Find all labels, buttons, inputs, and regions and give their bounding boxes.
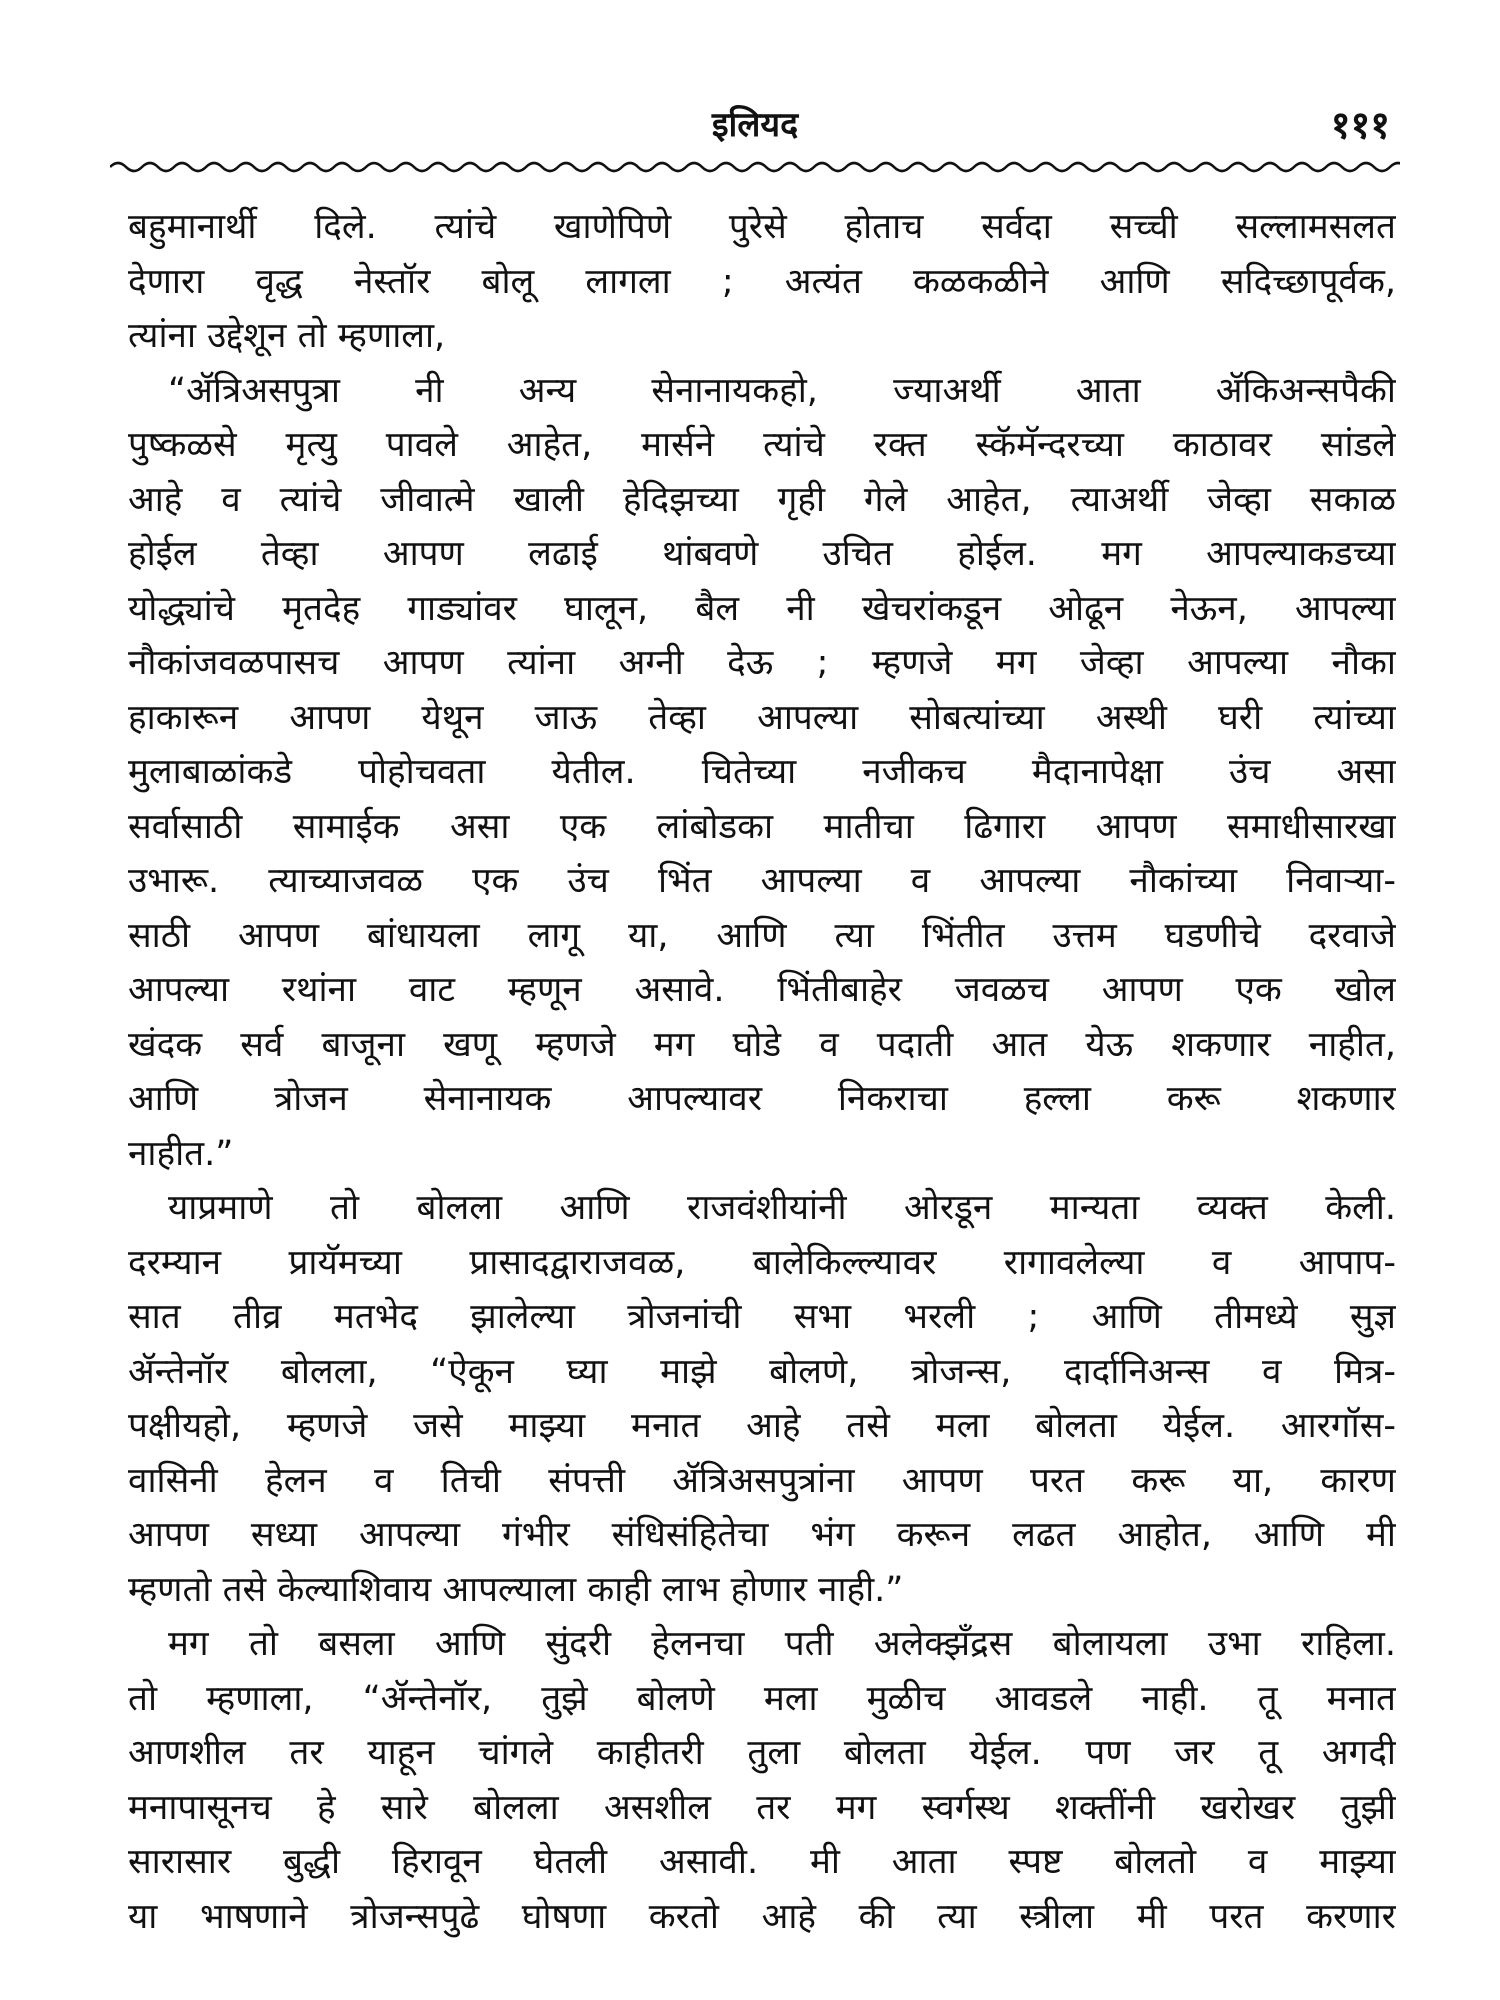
text-line: मुलाबाळांकडे पोहोचवता येतील. चितेच्या नजीकच मैदानापेक्षा उंच असा [128,752,1396,792]
running-head [0,100,1500,150]
text-line: सर्वासाठी सामाईक असा एक लांबोडका मातीचा ढिगारा आपण समाधीसारखा [128,806,1396,847]
text-line: हाकारून आपण येथून जाऊ तेव्हा आपल्या सोबत्यांच्या अस्थी घरी त्यांच्या [128,697,1396,738]
running-head-title: इलियद [711,105,799,145]
wavy-rule-ornament [110,155,1400,179]
body-text [128,200,1396,1980]
text-line: आहे व त्यांचे जीवात्मे खाली हेदिझच्या गृही गेले आहेत, त्याअर्थी जेव्हा सकाळ [128,479,1396,520]
text-line: आपल्या रथांना वाट म्हणून असावे. भिंतीबाहेर जवळच आपण एक खोल [128,970,1396,1010]
text-line: देणारा वृद्ध नेस्तॉर बोलू लागला ; अत्यंत कळकळीने आणि सदिच्छापूर्वक, [128,261,1396,302]
text-line: दरम्यान प्रायॅमच्या प्रासादद्वाराजवळ, बालेकिल्ल्यावर रागावलेल्या व आपाप- [128,1242,1396,1283]
text-line: आणि त्रोजन सेनानायक आपल्यावर निकराचा हल्ला करू शकणार [128,1079,1396,1119]
text-line: मनापासूनच हे सारे बोलला असशील तर मग स्वर्गस्थ शक्तींनी खरोखर तुझी [128,1787,1396,1828]
text-line: त्यांना उद्देशून तो म्हणाला, [128,316,446,356]
text-line: पक्षीयहो, म्हणजे जसे माझ्या मनात आहे तसे मला बोलता येईल. आरगॉस- [128,1406,1396,1446]
text-line: सारासार बुद्धी हिरावून घेतली असावी. मी आता स्पष्ट बोलतो व माझ्या [128,1842,1396,1882]
text-line: आणशील तर याहून चांगले काहीतरी तुला बोलता येईल. पण जर तू अगदी [128,1733,1396,1773]
text-line: होईल तेव्हा आपण लढाई थांबवणे उचित होईल. मग आपल्याकडच्या [128,534,1396,574]
text-line: बहुमानार्थी दिले. त्यांचे खाणेपिणे पुरेसे होताच सर्वदा सच्ची सल्लामसलत [128,207,1396,247]
text-line: आपण सध्या आपल्या गंभीर संधिसंहितेचा भंग करून लढत आहोत, आणि मी [128,1515,1396,1555]
text-line: वासिनी हेलन व तिची संपत्ती ॲत्रिअसपुत्रांना आपण परत करू या, कारण [128,1460,1396,1501]
page-number: १११ [1330,103,1390,147]
text-line: याप्रमाणे तो बोलला आणि राजवंशीयांनी ओरडून मान्यता व्यक्त केली. [168,1188,1396,1228]
text-line: या भाषणाने त्रोजन्सपुढे घोषणा करतो आहे की त्या स्त्रीला मी परत करणार [128,1896,1396,1937]
text-line: ॲन्तेनॉर बोलला, “ऐकून घ्या माझे बोलणे, त्रोजन्स, दार्दानिअन्स व मित्र- [128,1351,1396,1392]
text-line: नाहीत.” [128,1133,234,1174]
text-line: तो म्हणाला, “ॲन्तेनॉर, तुझे बोलणे मला मुळीच आवडले नाही. तू मनात [128,1678,1396,1719]
text-line: खंदक सर्व बाजूना खणू म्हणजे मग घोडे व पदाती आत येऊ शकणार नाहीत, [128,1024,1396,1065]
text-line: सात तीव्र मतभेद झालेल्या त्रोजनांची सभा भरली ; आणि तीमध्ये सुज्ञ [128,1297,1396,1337]
text-line: “ॲत्रिअसपुत्रा नी अन्य सेनानायकहो, ज्याअर्थी आता ॲकिअन्सपैकी [168,370,1396,411]
text-line: पुष्कळसे मृत्यु पावले आहेत, मार्सने त्यांचे रक्त स्कॅमॅन्दरच्या काठावर सांडले [128,425,1396,465]
text-line: साठी आपण बांधायला लागू या, आणि त्या भिंतीत उत्तम घडणीचे दरवाजे [128,915,1396,956]
text-line: योद्ध्यांचे मृतदेह गाड्यांवर घालून, बैल नी खेचरांकडून ओढून नेऊन, आपल्या [128,588,1396,629]
text-line: मग तो बसला आणि सुंदरी हेलनचा पती अलेक्झँद्रस बोलायला उभा राहिला. [168,1624,1396,1664]
text-line: म्हणतो तसे केल्याशिवाय आपल्याला काही लाभ होणार नाही.” [128,1569,904,1610]
text-line: नौकांजवळपासच आपण त्यांना अग्नी देऊ ; म्हणजे मग जेव्हा आपल्या नौका [128,643,1396,683]
text-line: उभारू. त्याच्याजवळ एक उंच भिंत आपल्या व आपल्या नौकांच्या निवाऱ्या- [128,861,1396,901]
